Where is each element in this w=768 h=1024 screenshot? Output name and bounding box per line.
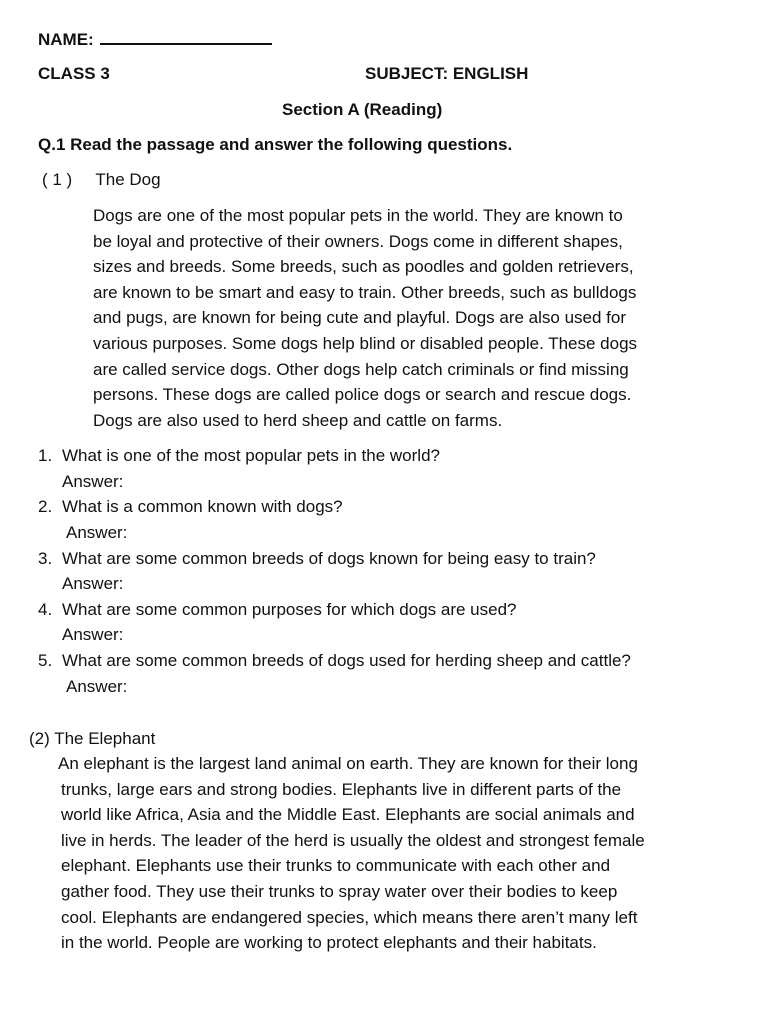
class-label: CLASS 3 xyxy=(38,64,110,83)
passage2-line: An elephant is the largest land animal on earth. They are known for their long xyxy=(58,754,638,773)
question-number: 1. xyxy=(38,446,53,465)
question-text: What is one of the most popular pets in the world? xyxy=(62,446,440,465)
passage1-body xyxy=(93,203,637,433)
question-text: What are some common purposes for which dogs are used? xyxy=(62,600,517,619)
passage2-line: trunks, large ears and strong bodies. Elephants live in different parts of the xyxy=(61,779,622,799)
passage1-title: The Dog xyxy=(95,170,161,189)
section-title: Section A (Reading) xyxy=(282,100,443,119)
passage2-line: in the world. People are working to protect elephants and their habitats. xyxy=(61,933,597,953)
instruction-text: Q.1 Read the passage and answer the following questions. xyxy=(38,135,513,154)
passage2-body xyxy=(58,751,645,956)
question-number: 4. xyxy=(38,600,53,619)
answer-label-3[interactable]: Answer: xyxy=(62,574,124,593)
question-3 xyxy=(38,546,596,572)
passage1-heading xyxy=(42,167,161,193)
question-number: 2. xyxy=(38,497,53,516)
question-text: What are some common breeds of dogs known for being easy to train? xyxy=(62,549,596,568)
question-5 xyxy=(38,648,631,674)
passage1-line: and pugs, are known for being cute and playful. Dogs are also used for xyxy=(93,308,627,328)
passage2-line: elephant. Elephants use their trunks to communicate with each other and xyxy=(61,856,611,876)
question-1 xyxy=(38,443,440,469)
answer-label-2[interactable]: Answer: xyxy=(66,523,128,542)
name-label: NAME: xyxy=(38,30,94,49)
question-text: What are some common breeds of dogs used for herding sheep and cattle? xyxy=(62,651,631,670)
passage2-heading: (2) The Elephant xyxy=(29,729,156,748)
passage1-line: persons. These dogs are called police dogs or search and rescue dogs. xyxy=(93,385,632,405)
passage1-line: Dogs are also used to herd sheep and cattle on farms. xyxy=(93,410,503,430)
subject-label: SUBJECT: ENGLISH xyxy=(365,64,529,83)
question-number: 3. xyxy=(38,549,53,568)
passage1-line: Dogs are one of the most popular pets in the world. They are known to xyxy=(93,206,623,225)
passage1-number: ( 1 ) xyxy=(42,170,73,189)
passage1-line: are known to be smart and easy to train. Other breeds, such as bulldogs xyxy=(93,282,637,302)
passage1-line: various purposes. Some dogs help blind or disabled people. These dogs xyxy=(93,333,638,353)
answer-label-4[interactable]: Answer: xyxy=(62,625,124,644)
answer-label-5[interactable]: Answer: xyxy=(66,677,128,696)
passage1-line: sizes and breeds. Some breeds, such as poodles and golden retrievers, xyxy=(93,257,634,277)
name-field-row xyxy=(38,27,272,53)
question-text: What is a common known with dogs? xyxy=(62,497,343,516)
answer-label-1[interactable]: Answer: xyxy=(62,472,124,491)
question-number: 5. xyxy=(38,651,53,670)
passage1-line: are called service dogs. Other dogs help catch criminals or find missing xyxy=(93,359,629,379)
passage2-line: cool. Elephants are endangered species, which means there aren’t many left xyxy=(61,907,638,927)
question-2 xyxy=(38,494,343,520)
question-4 xyxy=(38,597,517,623)
passage1-line: be loyal and protective of their owners. Dogs come in different shapes, xyxy=(93,231,623,251)
passage2-line: live in herds. The leader of the herd is usually the oldest and strongest female xyxy=(61,830,645,850)
passage2-line: world like Africa, Asia and the Middle East. Elephants are social animals and xyxy=(61,805,635,825)
passage2-line: gather food. They use their trunks to spray water over their bodies to keep xyxy=(61,881,618,901)
name-blank-line[interactable] xyxy=(100,29,272,45)
